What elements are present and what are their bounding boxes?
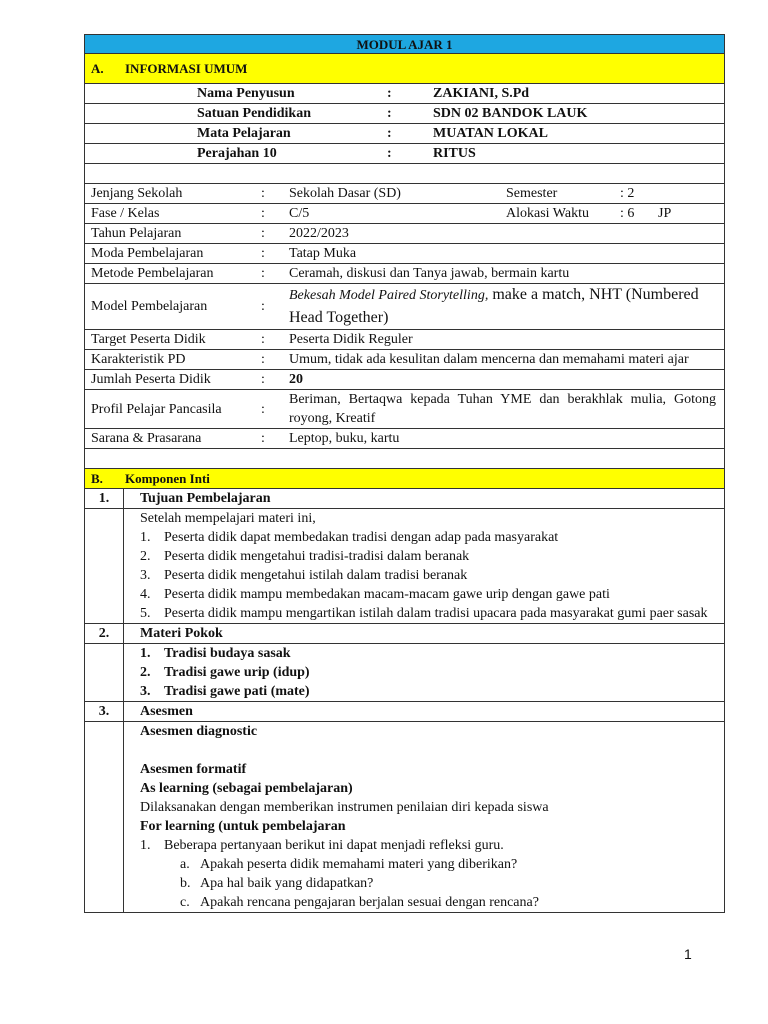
info-label: Metode Pembelajaran: [91, 266, 214, 281]
spacer-row: [84, 164, 725, 184]
identity-row: [84, 124, 725, 144]
list-text: Tradisi budaya sasak: [164, 646, 291, 661]
tujuan-intro: Setelah mempelajari materi ini,: [140, 511, 316, 526]
identity-row: [84, 144, 725, 164]
identity-value: ZAKIANI, S.Pd: [433, 86, 530, 101]
info-colon: :: [261, 372, 265, 387]
alokasi-label: Alokasi Waktu: [506, 206, 589, 221]
list-text: Peserta didik mengetahui istilah dalam tradisi beranak: [164, 568, 468, 583]
section-a-number: A.: [91, 61, 104, 76]
materi-header: [84, 624, 725, 644]
info-row-moda: [84, 244, 725, 264]
materi-title: Materi Pokok: [140, 626, 223, 641]
info-value: [289, 284, 724, 329]
list-text: Beberapa pertanyaan berikut ini dapat menjadi refleksi guru.: [164, 838, 504, 853]
info-label: Model Pembelajaran: [91, 299, 208, 314]
module-document: [84, 34, 725, 913]
spacer-row: [84, 449, 725, 469]
info-value: Ceramah, diskusi dan Tanya jawab, bermain kartu: [289, 266, 570, 281]
list-text: Peserta didik mampu mengartikan istilah dalam tradisi upacara pada masyarakat gumi paer sasak: [164, 606, 708, 621]
asesmen-number: 3.: [85, 702, 124, 721]
list-item: [140, 604, 716, 623]
info-value: Beriman, Bertaqwa kepada Tuhan YME dan berakhlak mulia, Gotong royong, Kreatif: [289, 392, 716, 426]
gutter: [85, 722, 124, 912]
info-colon: :: [261, 352, 265, 367]
info-row-tahun: [84, 224, 725, 244]
gutter: [85, 509, 124, 623]
gutter: [85, 644, 124, 701]
identity-value: MUATAN LOKAL: [433, 126, 548, 141]
info-label: Jumlah Peserta Didik: [91, 372, 211, 387]
list-number: 1.: [140, 530, 151, 545]
info-value: Peserta Didik Reguler: [289, 332, 413, 347]
tujuan-title: Tujuan Pembelajaran: [140, 491, 271, 506]
info-row-jenjang: [84, 184, 725, 204]
info-row-metode: [84, 264, 725, 284]
info-row-model: [84, 284, 725, 330]
list-text: Apa hal baik yang didapatkan?: [200, 876, 374, 891]
identity-key: Perajahan 10: [197, 146, 277, 161]
blank-line: [140, 741, 716, 760]
asesmen-formatif: Asesmen formatif: [140, 762, 247, 777]
as-learning-text: Dilaksanakan dengan memberikan instrumen penilaian diri kepada siswa: [140, 800, 549, 815]
identity-value: RITUS: [433, 146, 476, 161]
asesmen-header: [84, 702, 725, 722]
list-item: [140, 547, 716, 566]
identity-colon: :: [387, 86, 392, 101]
tujuan-header: [84, 489, 725, 509]
materi-body: [84, 644, 725, 702]
identity-row: [84, 84, 725, 104]
module-title: MODUL AJAR 1: [84, 34, 725, 54]
materi-content: [124, 644, 724, 701]
info-colon: :: [261, 332, 265, 347]
info-row-sarana: [84, 429, 725, 449]
list-number: 2.: [140, 549, 151, 564]
list-text: Tradisi gawe urip (idup): [164, 665, 310, 680]
section-b-header: [84, 469, 725, 489]
section-b-number: B.: [91, 471, 103, 486]
identity-colon: :: [387, 106, 392, 121]
info-value: Tatap Muka: [289, 246, 357, 261]
list-text: Peserta didik mampu membedakan macam-macam gawe urip dengan gawe pati: [164, 587, 610, 602]
materi-number: 2.: [85, 624, 124, 643]
info-row-jumlah: [84, 370, 725, 390]
section-a-label: INFORMASI UMUM: [125, 61, 248, 76]
alokasi-unit: JP: [658, 206, 672, 221]
list-text: Peserta didik mengetahui tradisi-tradisi dalam beranak: [164, 549, 470, 564]
as-learning-heading: As learning (sebagai pembelajaran): [140, 781, 353, 796]
list-item: [140, 644, 716, 663]
info-colon: :: [261, 401, 265, 417]
identity-value: SDN 02 BANDOK LAUK: [433, 106, 588, 121]
info-label: Jenjang Sekolah: [91, 186, 183, 201]
list-number: 1.: [140, 838, 151, 853]
sub-list-item: [140, 893, 716, 912]
sub-list-item: [140, 874, 716, 893]
list-number: 3.: [140, 684, 151, 699]
list-item: [140, 663, 716, 682]
list-number: 4.: [140, 587, 151, 602]
info-colon: :: [261, 431, 265, 446]
info-colon: :: [261, 266, 265, 281]
list-text: Tradisi gawe pati (mate): [164, 684, 310, 699]
identity-colon: :: [387, 126, 392, 141]
identity-colon: :: [387, 146, 392, 161]
list-number: 3.: [140, 568, 151, 583]
list-text: Apakah rencana pengajaran berjalan sesuai dengan rencana?: [200, 895, 539, 910]
list-item: [140, 528, 716, 547]
info-label: Karakteristik PD: [91, 352, 186, 367]
model-rest-text: make a match, NHT (Numbered Head Together): [289, 286, 699, 326]
list-item: [140, 836, 716, 855]
list-number: 1.: [140, 646, 151, 661]
info-row-fase: [84, 204, 725, 224]
info-label: Target Peserta Didik: [91, 332, 206, 347]
list-item: [140, 585, 716, 604]
identity-key: Satuan Pendidikan: [197, 106, 311, 121]
asesmen-body: [84, 722, 725, 913]
info-colon: :: [261, 226, 265, 241]
info-value: Sekolah Dasar (SD): [289, 186, 401, 201]
info-colon: :: [261, 299, 265, 314]
identity-key: Mata Pelajaran: [197, 126, 291, 141]
info-colon: :: [261, 246, 265, 261]
info-value: 2022/2023: [289, 226, 349, 241]
info-value: Umum, tidak ada kesulitan dalam mencerna dan memahami materi ajar: [289, 352, 689, 367]
info-value: C/5: [289, 206, 310, 221]
identity-key: Nama Penyusun: [197, 86, 295, 101]
list-number: 5.: [140, 606, 151, 621]
info-row-profil: [84, 390, 725, 429]
sub-list-item: [140, 855, 716, 874]
info-row-target: [84, 330, 725, 350]
section-b-label: Komponen Inti: [125, 471, 210, 486]
identity-row: [84, 104, 725, 124]
model-italic-text: Bekesah Model Paired Storytelling,: [289, 288, 489, 303]
list-number: 2.: [140, 665, 151, 680]
list-letter: a.: [180, 857, 190, 872]
info-label: Profil Pelajar Pancasila: [91, 401, 222, 417]
tujuan-body: [84, 509, 725, 624]
info-colon: :: [261, 206, 265, 221]
list-item: [140, 682, 716, 701]
for-learning-heading: For learning (untuk pembelajaran: [140, 819, 346, 834]
list-letter: c.: [180, 895, 190, 910]
info-label: Tahun Pelajaran: [91, 226, 182, 241]
list-text: Peserta didik dapat membedakan tradisi dengan adap pada masyarakat: [164, 530, 559, 545]
info-value: Leptop, buku, kartu: [289, 431, 400, 446]
section-a-header: [84, 54, 725, 84]
list-letter: b.: [180, 876, 191, 891]
alokasi-value: : 6: [620, 206, 635, 221]
asesmen-content: [124, 722, 724, 912]
info-label: Fase / Kelas: [91, 206, 160, 221]
asesmen-diagnostic: Asesmen diagnostic: [140, 724, 258, 739]
tujuan-number: 1.: [85, 489, 124, 508]
info-label: Sarana & Prasarana: [91, 431, 202, 446]
info-value: 20: [289, 372, 303, 387]
info-row-karakteristik: [84, 350, 725, 370]
list-item: [140, 566, 716, 585]
info-label: Moda Pembelajaran: [91, 246, 204, 261]
semester-value: : 2: [620, 186, 635, 201]
info-colon: :: [261, 186, 265, 201]
page-number: 1: [684, 946, 692, 962]
tujuan-content: [124, 509, 724, 623]
asesmen-title: Asesmen: [140, 704, 193, 719]
list-text: Apakah peserta didik memahami materi yang diberikan?: [200, 857, 518, 872]
semester-label: Semester: [506, 186, 558, 201]
